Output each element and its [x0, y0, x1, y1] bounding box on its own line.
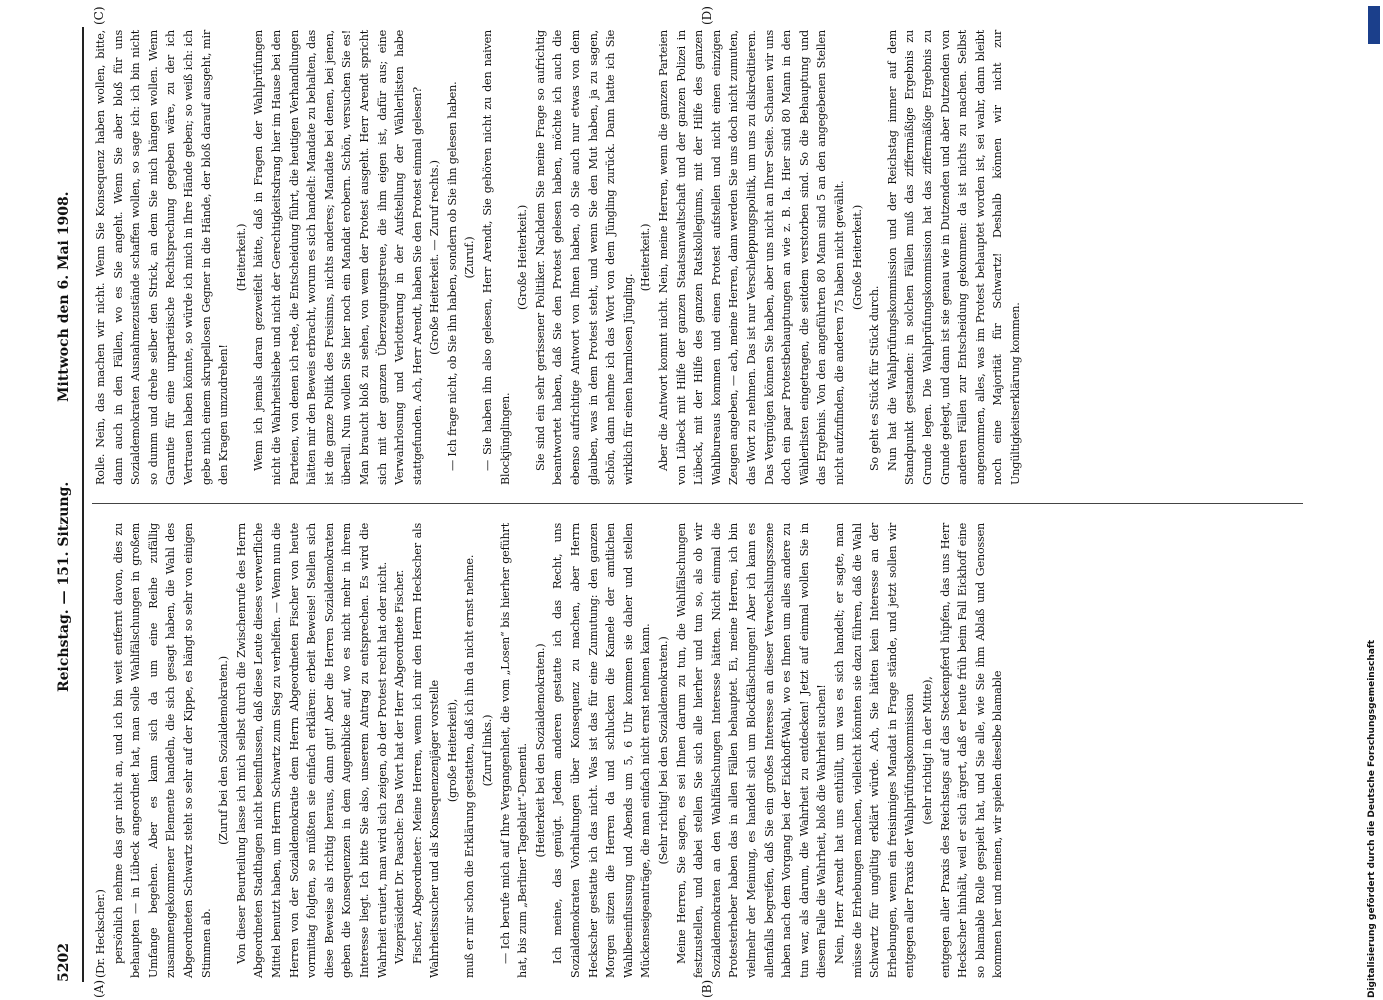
margin-mark-d: (D) [700, 6, 714, 25]
right-column-paragraph: (Große Heiterkeit.) [850, 204, 864, 311]
right-column-paragraph: Rolle. Nein, das machen wir nicht. Wenn Sie Konsequenz haben wollen, bitte, dann auch in den Fällen, wo es Sie angeht. Wenn Sie aber bloß für uns Sozialdemokraten Ausnahmezustände schaffen wollen, so sage ich: ich bin nicht so dumm und drehe selber den Strick, an dem Sie mich hängen wollen. Wenn Garantie für eine unparteiische Rechtsprechung gegeben wäre, zu der ich Vertrauen haben könnte, so würde ich mich in Ihre Hände geben; so weiß ich: ich gebe mich einem skrupellosen Gegner in die Hände, der bloß darauf ausgeht, mir den Kragen umzudrehen! [94, 30, 231, 485]
left-column-paragraph: Vizepräsident Dr. Paasche: Das Wort hat der Herr Abgeordnete Fischer. [393, 569, 407, 964]
right-column-paragraph: Sie sind ein sehr gerissener Politiker. Nachdem Sie meine Frage so aufrichtig beantwortet haben, daß Sie den Protest gelesen haben, möchte ich auch die ebenso aufrichtige Antwort von Ihnen haben, ob Sie auch nur etwas von dem glauben, was in dem Protest steht, und wenn Sie den Mut haben, ja zu sagen, schön, dann nehme ich das Wort von dem Jüngling zurück. Dann hatte ich Sie wirklich für einen harmlosen Jüngling. [533, 30, 635, 485]
left-column-paragraph: entgegen aller Praxis des Reichstags auf das Steckenpferd hüpfen, das uns Herr Heckscher hinhält, weil er sich ärgert, daß er heute früh beim Fall Eickhoff eine so blamable Rolle gespielt hat, und Sie alle, wie Sie ihm Ablaß und Genossen kommen her und meinen, wir spielen dieselbe blamable [938, 523, 1005, 978]
left-column-paragraph: (Dr. Heckscher.) [94, 889, 107, 978]
right-column-paragraph: — Ich frage nicht, ob Sie ihn haben, sondern ob Sie ihn gelesen haben. [445, 81, 459, 471]
right-column-paragraph: (Zuruf.) [463, 236, 477, 279]
page-header [56, 27, 78, 982]
page-number: 5202 [56, 943, 72, 982]
margin-mark-b: (B) [700, 979, 714, 998]
left-column-paragraph: muß er mir schon die Erklärung gestatten, daß ich ihn da nicht ernst nehme. [463, 554, 477, 978]
margin-mark-c: (C) [92, 6, 106, 25]
right-column-paragraph: (Große Heiterkeit. — Zuruf rechts.) [428, 160, 442, 355]
left-column-paragraph: (Heiterkeit bei den Sozialdemokraten.) [533, 643, 547, 858]
left-column-paragraph: — Ich berufe mich auf Ihre Vergangenheit, die vom „Losen“ bis hierher geführt hat, bis zum „Berliner Tageblatt“-Dementi. [498, 523, 530, 978]
left-column-paragraph: Von dieser Beurteilung lasse ich mich selbst durch die Zwischenrufe des Herrn Abgeordneten Stadthagen nicht beeinflussen, daß diese Leute dieses verwerfliche Mittel benutzt haben, um Herrn Schwartz zum Sieg zu verhelfen. — Wenn nun die Herren von der Sozialdemokratie dem Herrn Abgeordneten Fischer von heute vormittag folgten, so müßten sie einfach erklären: erbeit Beweise! Stellen sich diese Beweise als richtig heraus, dann gut! Aber die Herren Sozialdemokraten geben die Konsequenzen in dem Augenblicke auf, wo es nicht mehr in ihrem Interesse liegt. Ich bitte Sie also, unserem Antrag zu entsprechen. Es wird die Wahrheit eruiert, man wird sich zeigen, ob der Protest recht hat oder nicht. [234, 523, 389, 978]
credit-text: Digitalisierung gefördert durch die Deutsche Forschungsgemeinschaft [1367, 639, 1377, 998]
session-title: Reichstag. — 151. Sitzung. [56, 481, 72, 692]
right-column-paragraph: So geht es Stück für Stück durch. [868, 285, 882, 471]
left-column-paragraph: (sehr richtig! in der Mitte), [920, 676, 934, 825]
right-column [92, 30, 1303, 485]
left-column-paragraph: Ich meine, das genügt. Jedem anderen gestatte ich das Recht, uns Sozialdemokraten Vorhaltungen über Konsequenz zu machen, aber Herrn Heckscher gestatte ich das nicht. Was ist das für eine Zumutung: den ganzen Morgen sitzen die Herren da und schlucken die Kamele der amtlichen Wahlbeeinflussung und Abends um 5, 6 Uhr kommen sie daher und stellen Mückenseigeanträge, die man einfach nicht ernst nehmen kann. [551, 523, 653, 978]
session-date: Mittwoch den 6. Mai 1908. [56, 191, 72, 402]
right-column-paragraph: (Heiterkeit.) [234, 223, 248, 292]
left-column-paragraph: (Sehr richtig! bei den Sozialdemokraten.) [657, 636, 670, 865]
left-column [92, 523, 1303, 978]
left-column-paragraph: Nein, Herr Arendt hat uns enthüllt, um was es sich handelt; er sagte, man müsse die Erhebungen machen, vielleicht könnten sie dazu führen, daß die Wahl Schwartz für ungültig erklärt würde. Ach, Sie hätten kein Interesse an der Erhebungen, wenn ein freisinniges Mandat in Frage stände, und jetzt sollen wir entgegen aller Praxis der Wahlprüfungskommission [832, 523, 917, 978]
left-column-paragraph: (große Heiterkeit), [445, 698, 459, 803]
margin-mark-a: (A) [92, 979, 106, 998]
left-column-paragraph: Meine Herren, Sie sagen, es sei Ihnen darum zu tun, die Wahlfälschungen festzustellen, und dabei stellen Sie sich alle hierher und tun so, als ob wir Sozialdemokraten an den Wahlfälschungen Interesse hätten. Nicht einmal die Protesterheber haben das in allen Fällen behauptet. Ei, meine Herren, ich bin vielmehr der Meinung, es handelt sich um Blockfälschungen! Aber ich kann es allenfalls begreifen, daß Sie ein großes Interesse an dieser Verwechslungsszene haben nach dem Vorgang bei der Eickhoff-Wahl, wo es Ihnen um alles andere zu tun war, als darum, die Wahrheit zu entdecken! Jetzt auf einmal wollen Sie in diesem Falle die Wahrheit, bloß die Wahrheit suchen! [674, 523, 829, 978]
right-column-paragraph: Wenn ich jemals daran gezweifelt hätte, daß in Fragen der Wahlprüfungen nicht die Wahrheitsliebe und nicht der Gerechtigkeitsdrang hier im Hause bei den Parteien, von denen ich rede, die Entscheidung führt, die heutigen Verhandlungen hätten mir den Beweis erbracht, worum es sich handelt: Mandate zu behalten, das ist die ganze Politik des Freisinns, nichts anderes; Mandate bei denen, bei jenen, überall. Nun wollen Sie hier noch ein Mandat erobern. Schön, versuchen Sie es! Man braucht bloß zu sehen, von wem der Protest ausgeht. Herr Arendt spricht sich mit der ganzen Überzeugungstreue, die ihm eigen ist, dafür aus; eine Verwahrlosung und Verlotterung in der Aufstellung der Wählerlisten habe stattgefunden. Ach, Herr Arendt, haben Sie den Protest einmal gelesen? [252, 30, 424, 485]
right-column-paragraph: (Heiterkeit.) [639, 223, 653, 292]
right-column-paragraph: — Sie haben ihn also gelesen, Herr Arendt, Sie gehören nicht zu den naiven Blockjünglingen. [481, 30, 512, 485]
left-column-paragraph: persönlich nehme das gar nicht an, und ich bin weit entfernt davon, dies zu behaupten — in Lübeck angeordnet hat, man solle Wahlfälschungen in großem Umfange begehen. Aber es kann sich da um eine Reihe zufällig zusammengekommener Elemente handeln, die sich gesagt haben, die Wahl des Abgeordneten Schwartz steht so sehr auf der Kippe, es hängt so sehr von einigen Stimmen ab. [111, 523, 213, 978]
column-divider [92, 503, 1303, 504]
left-column-paragraph: (Zuruf bei den Sozialdemokraten.) [217, 656, 231, 845]
left-column-paragraph: (Zuruf links.) [481, 714, 495, 787]
digitization-credit [1367, 8, 1381, 998]
left-column-paragraph: Fischer, Abgeordneter: Meine Herren, wenn ich mir den Herrn Heckscher als Wahrheitssucher und als Konsequenzenjäger vorstelle [410, 523, 442, 978]
right-column-paragraph: Aber die Antwort kommt nicht. Nein, meine Herren, wenn die ganzen Parteien von Lübeck mit Hilfe der ganzen Staatsanwaltschaft und der ganzen Polizei in Lübeck, mit der Hilfe des ganzen Ratskollegiums, mit der Hilfe des ganzen Wahlbureaus kommen und einen Protest aufstellen und nicht einen einzigen Zeugen angeben, — ach, meine Herren, dann werden Sie uns doch nicht zumuten, das Wort zu nehmen. Das ist nur Verschleppungspolitik, um uns zu diskreditieren. Das Vergnügen können Sie haben, aber uns nicht an Ihrer Seite. Schauen wir uns doch ein paar Protestbehauptungen an wie z. B. Ia. Hier sind 80 Mann in den Wählerlisten eingetragen, die seitdem verstorben sind. So die Behauptung und das Ergebnis. Von den angeführten 80 Mann sind 5 an den angegebenen Stellen nicht aufzufinden, die anderen 75 haben nicht gewählt. [657, 30, 846, 485]
header-rule [82, 27, 84, 982]
right-column-paragraph: Nun hat die Wahlprüfungskommission und der Reichstag immer auf dem Standpunkt gestanden: in solchen Fällen muß das ziffermäßige Ergebnis zu Grunde legen. Die Wahlprüfungskommission hat das ziffermäßige Ergebnis zu Grunde gelegt, und dann ist sie genau wie in Dutzenden und aber Dutzenden von anderen Fällen zur Entscheidung gekommen: da ist nichts zu machen. Selbst angenommen, alles, was im Protest behauptet worden ist, sei wahr, dann bleibt noch eine Majorität für Schwartz! Deshalb können wir nicht zur Ungültigkeitserklärung kommen. [885, 30, 1022, 485]
right-column-paragraph: (Große Heiterkeit.) [516, 204, 530, 311]
